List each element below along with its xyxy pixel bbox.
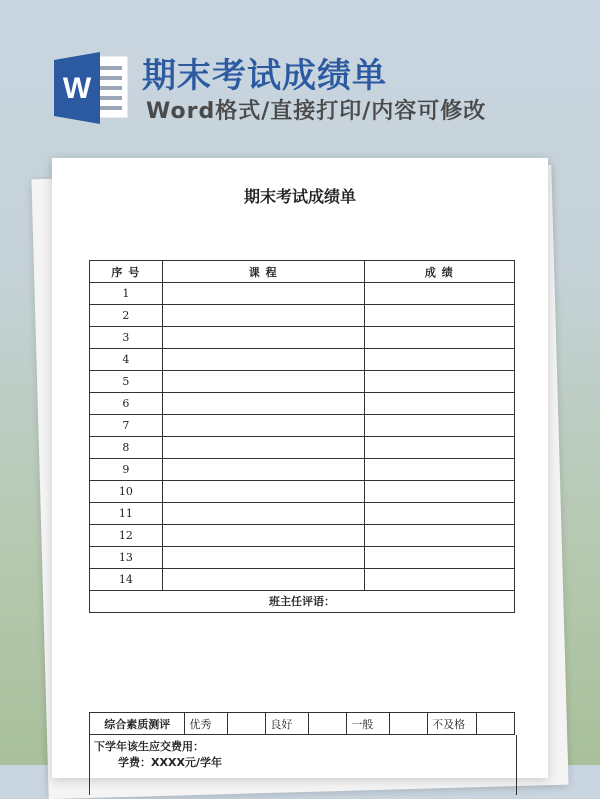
score-cell[interactable] <box>364 305 514 327</box>
option-excellent: 优秀 <box>185 713 228 735</box>
score-cell[interactable] <box>364 503 514 525</box>
evaluation-table <box>89 712 515 735</box>
table-row <box>90 503 515 525</box>
option-good-box[interactable] <box>308 713 346 735</box>
header-score: 成 绩 <box>364 261 514 283</box>
row-index: 11 <box>90 503 163 525</box>
banner-title: 期末考试成绩单 <box>142 56 387 96</box>
score-cell[interactable] <box>364 525 514 547</box>
table-row <box>90 305 515 327</box>
course-cell[interactable] <box>162 503 364 525</box>
score-cell[interactable] <box>364 327 514 349</box>
row-index: 7 <box>90 415 163 437</box>
row-index: 9 <box>90 459 163 481</box>
evaluation-row <box>90 713 515 735</box>
row-index: 5 <box>90 371 163 393</box>
table-row <box>90 327 515 349</box>
document-title: 期末考试成绩单 <box>243 187 356 206</box>
fee-section <box>89 735 517 795</box>
score-cell[interactable] <box>364 459 514 481</box>
row-index: 1 <box>90 283 163 305</box>
table-header-row <box>90 261 515 283</box>
course-cell[interactable] <box>162 437 364 459</box>
score-cell[interactable] <box>364 437 514 459</box>
table-row <box>90 393 515 415</box>
course-cell[interactable] <box>162 349 364 371</box>
table-row <box>90 525 515 547</box>
course-cell[interactable] <box>162 305 364 327</box>
comment-label: 班主任评语： <box>269 595 335 608</box>
row-index: 12 <box>90 525 163 547</box>
document-page <box>52 158 548 778</box>
row-index: 4 <box>90 349 163 371</box>
course-cell[interactable] <box>162 371 364 393</box>
table-row <box>90 415 515 437</box>
course-cell[interactable] <box>162 415 364 437</box>
row-index: 6 <box>90 393 163 415</box>
row-index: 2 <box>90 305 163 327</box>
comment-cell[interactable] <box>90 591 515 613</box>
option-fail: 不及格 <box>428 713 476 735</box>
score-table <box>89 260 515 613</box>
score-cell[interactable] <box>364 349 514 371</box>
table-row <box>90 437 515 459</box>
course-cell[interactable] <box>162 283 364 305</box>
evaluation-label: 综合素质测评 <box>90 713 185 735</box>
score-cell[interactable] <box>364 393 514 415</box>
row-index: 14 <box>90 569 163 591</box>
option-average-box[interactable] <box>389 713 427 735</box>
course-cell[interactable] <box>162 569 364 591</box>
course-cell[interactable] <box>162 459 364 481</box>
svg-text:W: W <box>62 72 92 105</box>
score-cell[interactable] <box>364 547 514 569</box>
word-icon <box>52 46 132 126</box>
comment-row <box>90 591 515 613</box>
table-row <box>90 283 515 305</box>
banner <box>0 0 600 150</box>
score-cell[interactable] <box>364 569 514 591</box>
table-row <box>90 481 515 503</box>
fee-line: 学费：XXXX元/学年 <box>118 756 222 769</box>
row-index: 8 <box>90 437 163 459</box>
option-fail-box[interactable] <box>476 713 514 735</box>
header-index: 序 号 <box>90 261 163 283</box>
row-index: 10 <box>90 481 163 503</box>
score-cell[interactable] <box>364 481 514 503</box>
row-index: 13 <box>90 547 163 569</box>
banner-subtitle: Word格式/直接打印/内容可修改 <box>146 99 487 124</box>
header-course: 课 程 <box>162 261 364 283</box>
course-cell[interactable] <box>162 393 364 415</box>
course-cell[interactable] <box>162 525 364 547</box>
table-row <box>90 349 515 371</box>
score-cell[interactable] <box>364 371 514 393</box>
row-index: 3 <box>90 327 163 349</box>
score-cell[interactable] <box>364 283 514 305</box>
course-cell[interactable] <box>162 327 364 349</box>
table-row <box>90 569 515 591</box>
option-average: 一般 <box>347 713 390 735</box>
option-good: 良好 <box>266 713 309 735</box>
score-cell[interactable] <box>364 415 514 437</box>
course-cell[interactable] <box>162 481 364 503</box>
option-excellent-box[interactable] <box>227 713 265 735</box>
course-cell[interactable] <box>162 547 364 569</box>
fee-title: 下学年该生应交费用： <box>94 740 204 753</box>
table-row <box>90 459 515 481</box>
table-row <box>90 547 515 569</box>
table-row <box>90 371 515 393</box>
